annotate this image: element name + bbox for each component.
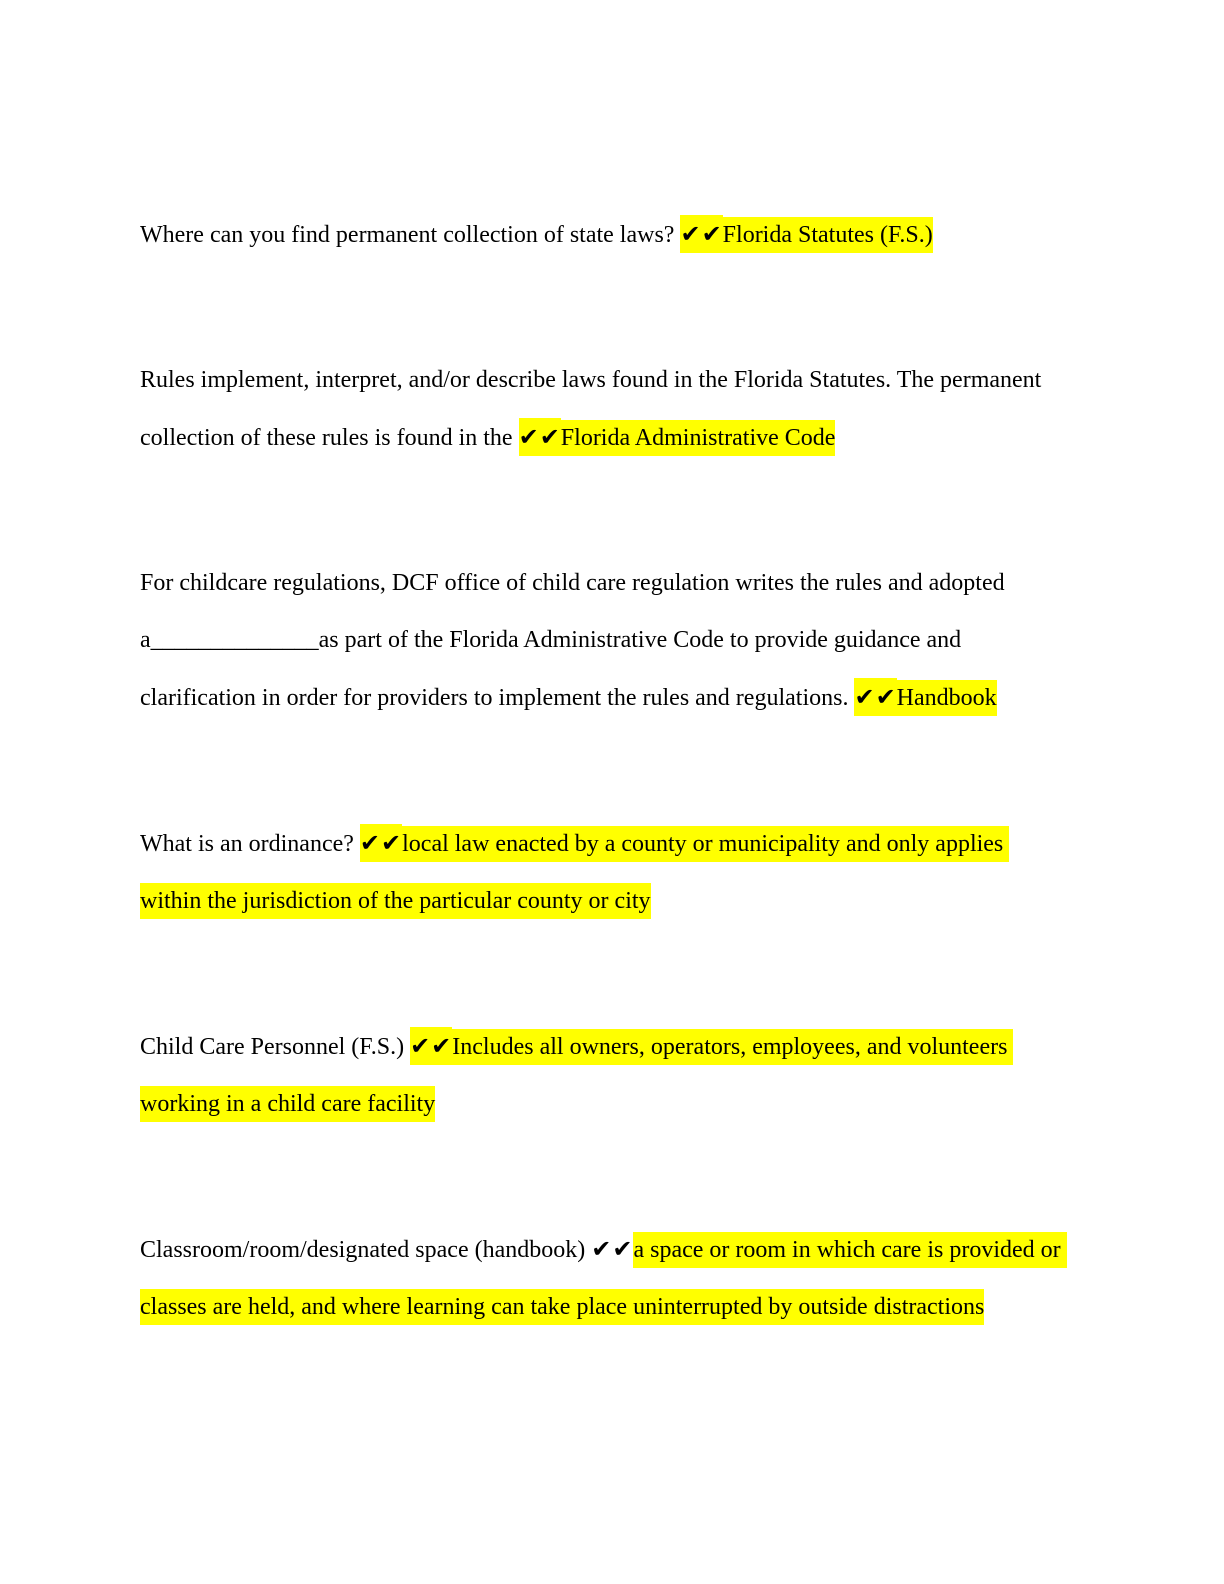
checkmark-icon: ✔✔ bbox=[680, 215, 722, 253]
highlighted-answer-text: a space or room in which care is provided or classes are held, and where learning can take place uninterrupted by outside distractions bbox=[140, 1232, 1067, 1325]
paragraph bbox=[140, 815, 1065, 930]
checkmark-icon: ✔✔ bbox=[410, 1027, 452, 1065]
highlighted-answer-text: Handbook bbox=[897, 680, 997, 716]
paragraph bbox=[140, 206, 1065, 264]
paragraph bbox=[140, 1018, 1065, 1133]
highlighted-answer-text: Includes all owners, operators, employees, and volunteers working in a child care facility bbox=[140, 1029, 1013, 1122]
checkmark-icon: ✔✔ bbox=[519, 418, 561, 456]
checkmark-icon: ✔✔ bbox=[591, 1235, 634, 1263]
checkmark-icon: ✔✔ bbox=[854, 678, 896, 716]
question-text: Where can you find permanent collection of state laws? bbox=[140, 222, 681, 248]
question-text: What is an ordinance? bbox=[140, 831, 360, 857]
paragraph bbox=[140, 555, 1065, 727]
paragraph bbox=[140, 352, 1065, 467]
highlighted-answer-text: Florida Statutes (F.S.) bbox=[723, 217, 933, 253]
question-text: Classroom/room/designated space (handbook) bbox=[140, 1237, 592, 1263]
paragraph bbox=[140, 1221, 1065, 1336]
highlighted-answer-text: Florida Administrative Code bbox=[561, 420, 836, 456]
checkmark-icon: ✔✔ bbox=[360, 824, 402, 862]
question-text: For childcare regulations, DCF office of child care regulation writes the rules and adopted a______________as part of the Florida Administrative Code to provide guidance and clarification in order for providers to implement the rules and regulations. bbox=[140, 570, 1011, 711]
question-text: Rules implement, interpret, and/or describe laws found in the Florida Statutes. The permanent collection of these rules is found in the bbox=[140, 367, 1048, 451]
document-body bbox=[140, 206, 1065, 1424]
highlighted-answer-text: local law enacted by a county or municipality and only applies within the jurisdiction of the particular county or city bbox=[140, 826, 1009, 919]
question-text: Child Care Personnel (F.S.) bbox=[140, 1034, 411, 1060]
